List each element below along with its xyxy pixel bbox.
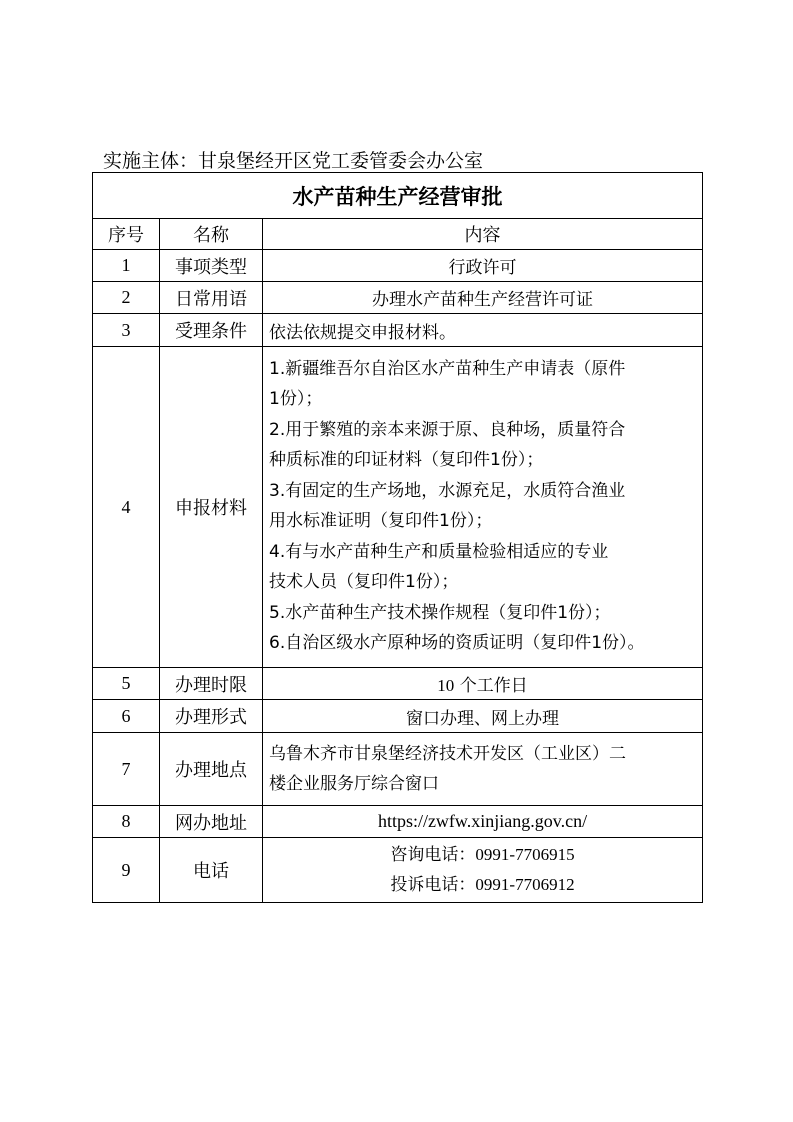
row-number: 5 [93, 668, 160, 700]
phone-line-complaint [263, 870, 702, 900]
row-name: 网办地址 [160, 806, 263, 838]
row-name: 办理形式 [160, 700, 263, 733]
row-number: 4 [93, 347, 160, 668]
material-line: 1.新疆维吾尔自治区水产苗种生产申请表（原件 [269, 358, 626, 379]
row-content: 依法依规提交申报材料。 [263, 314, 703, 347]
online-address-link[interactable]: https://zwfw.xinjiang.gov.cn/ [377, 811, 588, 831]
phone-content [263, 838, 703, 903]
time-limit-number: 10 [437, 676, 455, 695]
table-row [93, 668, 703, 700]
col-header-name: 名称 [160, 219, 263, 250]
table-row [93, 838, 703, 903]
row-name: 日常用语 [160, 282, 263, 314]
table-header-row [93, 219, 703, 250]
row-name: 受理条件 [160, 314, 263, 347]
row-name: 事项类型 [160, 250, 263, 282]
phone-line-consult [263, 840, 702, 870]
table-title: 水产苗种生产经营审批 [93, 173, 703, 219]
table-row [93, 700, 703, 733]
implementing-entity-label: 实施主体： [103, 150, 199, 172]
table-row [93, 733, 703, 806]
col-header-number: 序号 [93, 219, 160, 250]
material-line: 种质标准的印证材料（复印件1份）； [269, 450, 544, 470]
table-row [93, 282, 703, 314]
row-number: 7 [93, 733, 160, 806]
row-number: 2 [93, 282, 160, 314]
row-number: 6 [93, 700, 160, 733]
location-content [263, 733, 703, 806]
row-number: 8 [93, 806, 160, 838]
row-number: 3 [93, 314, 160, 347]
approval-table [92, 172, 703, 903]
row-name: 办理时限 [160, 668, 263, 700]
phone-label: 咨询电话： [390, 845, 476, 865]
materials-list [263, 347, 703, 668]
table-row [93, 250, 703, 282]
time-limit-unit: 个工作日 [454, 676, 528, 696]
location-line: 楼企业服务厅综合窗口 [269, 774, 439, 794]
material-line: 2.用于繁殖的亲本来源于原、良种场，质量符合 [269, 419, 626, 440]
material-line: 6.自治区级水产原种场的资质证明（复印件1份）。 [269, 633, 645, 653]
location-line: 乌鲁木齐市甘泉堡经济技术开发区（工业区）二 [269, 744, 626, 764]
phone-number: 0991-7706915 [475, 845, 575, 864]
phone-number: 0991-7706912 [475, 875, 575, 894]
table-row [93, 314, 703, 347]
implementing-entity [103, 146, 483, 173]
material-line: 5.水产苗种生产技术操作规程（复印件1份）； [269, 602, 611, 623]
row-number: 1 [93, 250, 160, 282]
row-content: 窗口办理、网上办理 [263, 700, 703, 733]
material-line: 3.有固定的生产场地，水源充足，水质符合渔业 [269, 480, 626, 501]
table-title-row [93, 173, 703, 219]
row-content: 行政许可 [263, 250, 703, 282]
table-row [93, 806, 703, 838]
implementing-entity-value: 甘泉堡经开区党工委管委会办公室 [198, 150, 484, 172]
material-line: 4.有与水产苗种生产和质量检验相适应的专业 [269, 541, 609, 562]
row-content: 办理水产苗种生产经营许可证 [263, 282, 703, 314]
row-name: 办理地点 [160, 733, 263, 806]
table-row [93, 347, 703, 668]
row-content [263, 806, 703, 838]
row-name: 申报材料 [160, 347, 263, 668]
row-number: 9 [93, 838, 160, 903]
material-line: 1份）； [269, 389, 323, 409]
row-content [263, 668, 703, 700]
col-header-content: 内容 [263, 219, 703, 250]
phone-label: 投诉电话： [390, 875, 476, 895]
material-line: 用水标准证明（复印件1份）； [269, 511, 493, 531]
row-name: 电话 [160, 838, 263, 903]
material-line: 技术人员（复印件1份）； [269, 572, 459, 592]
